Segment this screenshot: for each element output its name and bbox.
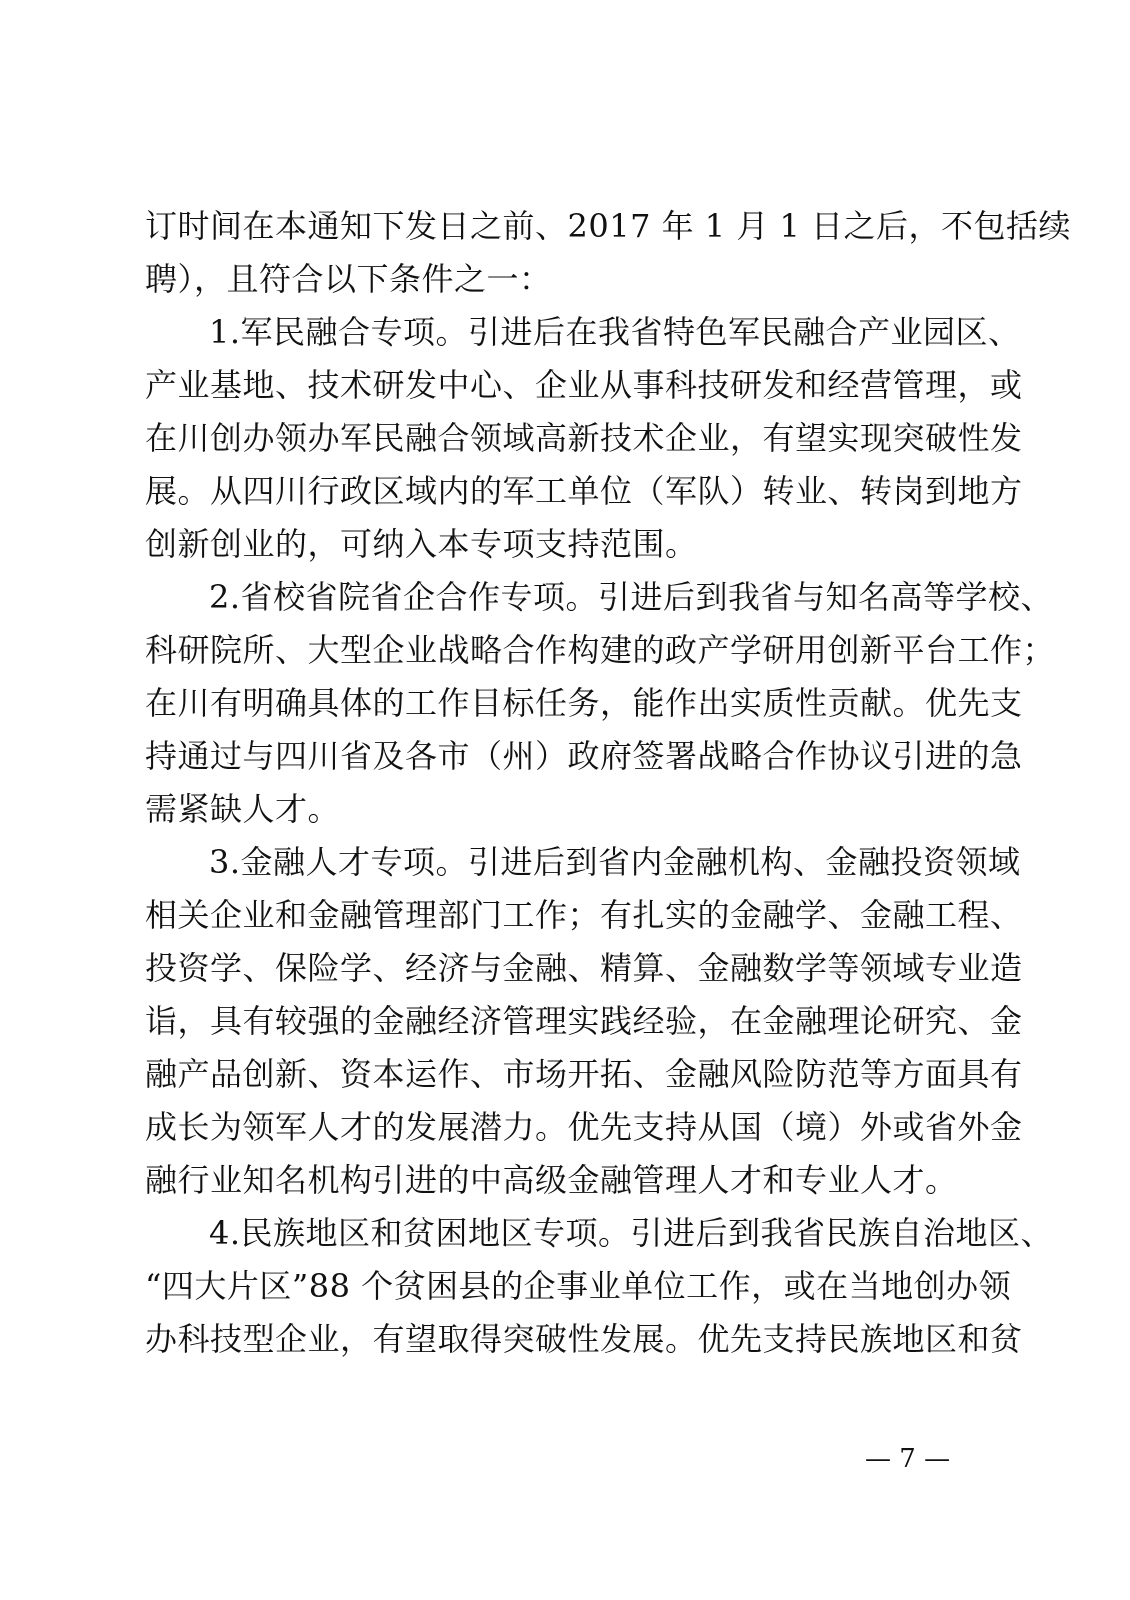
text-line: 在川有明确具体的工作目标任务，能作出实质性贡献。优先支	[145, 684, 1023, 722]
document-body	[145, 200, 1072, 1366]
text-line: 科研院所、大型企业战略合作构建的政产学研用创新平台工作；	[145, 631, 1056, 669]
text-line: 1.军民融合专项。引进后在我省特色军民融合产业园区、	[209, 313, 1021, 351]
text-line: 成长为领军人才的发展潜力。优先支持从国（境）外或省外金	[145, 1108, 1023, 1146]
text-line: 相关企业和金融管理部门工作；有扎实的金融学、金融工程、	[145, 896, 1023, 934]
text-line: 4.民族地区和贫困地区专项。引进后到我省民族自治地区、	[209, 1214, 1054, 1252]
text-line: 持通过与四川省及各市（州）政府签署战略合作协议引进的急	[145, 737, 1023, 775]
text-line: 3.金融人才专项。引进后到省内金融机构、金融投资领域	[209, 843, 1021, 881]
text-line: “四大片区”88 个贫困县的企事业单位工作，或在当地创办领	[145, 1267, 1012, 1305]
text-line: 融行业知名机构引进的中高级金融管理人才和专业人才。	[145, 1161, 958, 1199]
text-line: 融产品创新、资本运作、市场开拓、金融风险防范等方面具有	[145, 1055, 1023, 1093]
text-line: 在川创办领办军民融合领域高新技术企业，有望实现突破性发	[145, 419, 1023, 457]
text-line: 办科技型企业，有望取得突破性发展。优先支持民族地区和贫	[145, 1320, 1023, 1358]
text-line: 聘），且符合以下条件之一：	[145, 260, 552, 298]
text-line: 2.省校省院省企合作专项。引进后到我省与知名高等学校、	[209, 578, 1054, 616]
text-line: 产业基地、技术研发中心、企业从事科技研发和经营管理，或	[145, 366, 1023, 404]
text-line: 展。从四川行政区域内的军工单位（军队）转业、转岗到地方	[145, 472, 1023, 510]
text-line: 投资学、保险学、经济与金融、精算、金融数学等领域专业造	[145, 949, 1023, 987]
text-line: 需紧缺人才。	[145, 790, 341, 828]
text-line: 创新创业的，可纳入本专项支持范围。	[145, 525, 698, 563]
page-number: — 7 —	[865, 1444, 951, 1474]
text-line: 诣，具有较强的金融经济管理实践经验，在金融理论研究、金	[145, 1002, 1023, 1040]
text-line: 订时间在本通知下发日之前、2017 年 1 月 1 日之后，不包括续	[145, 207, 1072, 245]
